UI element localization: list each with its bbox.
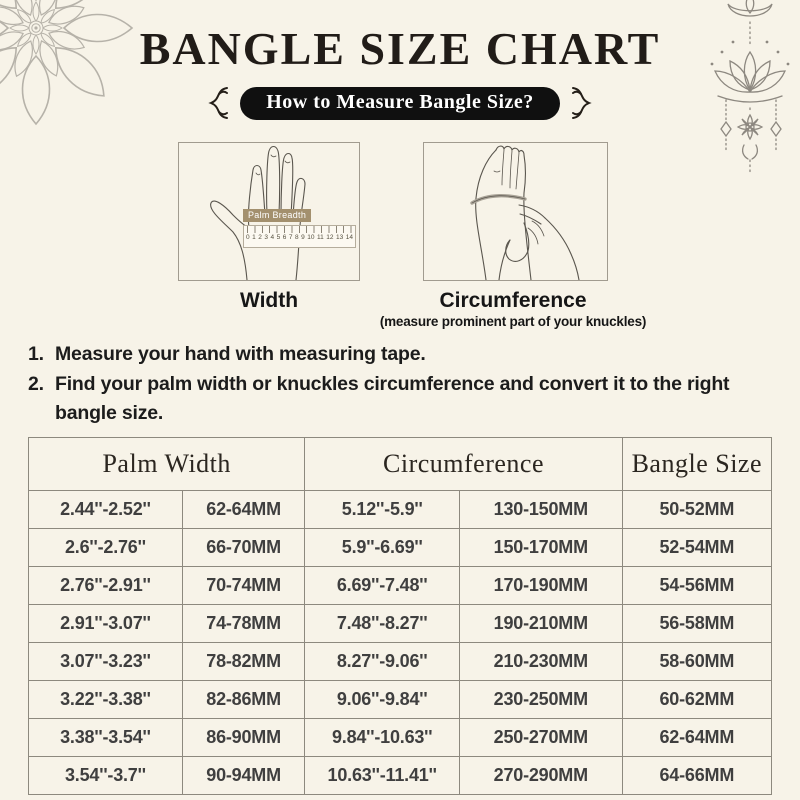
how-to-measure-badge: How to Measure Bangle Size? (240, 87, 560, 120)
circumference-illustration-box (423, 142, 608, 281)
page-title: BANGLE SIZE CHART (139, 23, 661, 74)
table-row: 2.76''-2.91'' 70-74MM 6.69''-7.48'' 170-190MM 54-56MM (29, 567, 772, 605)
instruction-1-text: Measure your hand with measuring tape. (55, 343, 426, 365)
bangle-size-table (28, 437, 772, 795)
palm-breadth-label: Palm Breadth (243, 209, 311, 222)
instructions (28, 340, 765, 429)
width-caption (178, 289, 360, 313)
table-row: 2.91''-3.07'' 74-78MM 7.48''-8.27'' 190-210MM 56-58MM (29, 605, 772, 643)
circumference-caption-text: Circumference (439, 289, 587, 312)
table-row: 3.38''-3.54'' 86-90MM 9.84''-10.63'' 250-270MM 62-64MM (29, 719, 772, 757)
header-circumference: Circumference (305, 438, 622, 491)
instruction-2-text: Find your palm width or knuckles circumference and convert it to the right bangle size. (55, 373, 730, 424)
instruction-1 (28, 340, 765, 368)
circumference-subcaption: (measure prominent part of your knuckles) (379, 314, 647, 329)
squiggle-left-icon (203, 86, 231, 120)
table-row: 3.07''-3.23'' 78-82MM 8.27''-9.06'' 210-230MM 58-60MM (29, 643, 772, 681)
instruction-2 (28, 370, 765, 427)
table-header-row (29, 438, 772, 491)
ruler (243, 225, 356, 248)
width-illustration-box (178, 142, 360, 281)
table-row: 3.22''-3.38'' 82-86MM 9.06''-9.84'' 230-250MM 60-62MM (29, 681, 772, 719)
instruction-2-number: 2. (28, 373, 44, 396)
badge-row (0, 86, 800, 120)
squiggle-right-icon (569, 86, 597, 120)
header-palm-width: Palm Width (29, 438, 305, 491)
table-row: 2.6''-2.76'' 66-70MM 5.9''-6.69'' 150-170MM 52-54MM (29, 529, 772, 567)
table-row: 2.44''-2.52'' 62-64MM 5.12''-5.9'' 130-150MM 50-52MM (29, 491, 772, 529)
table-row: 3.54''-3.7'' 90-94MM 10.63''-11.41'' 270-290MM 64-66MM (29, 757, 772, 795)
ruler-ticks (247, 226, 352, 233)
circumference-caption (363, 289, 663, 329)
width-caption-text: Width (239, 289, 299, 312)
instruction-1-number: 1. (28, 343, 44, 365)
measuring-hands-icon (424, 143, 607, 280)
ruler-numbers: 0 1 2 3 4 5 6 7 8 9 10 11 12 13 14 (246, 234, 353, 241)
header-bangle-size: Bangle Size (622, 438, 771, 491)
